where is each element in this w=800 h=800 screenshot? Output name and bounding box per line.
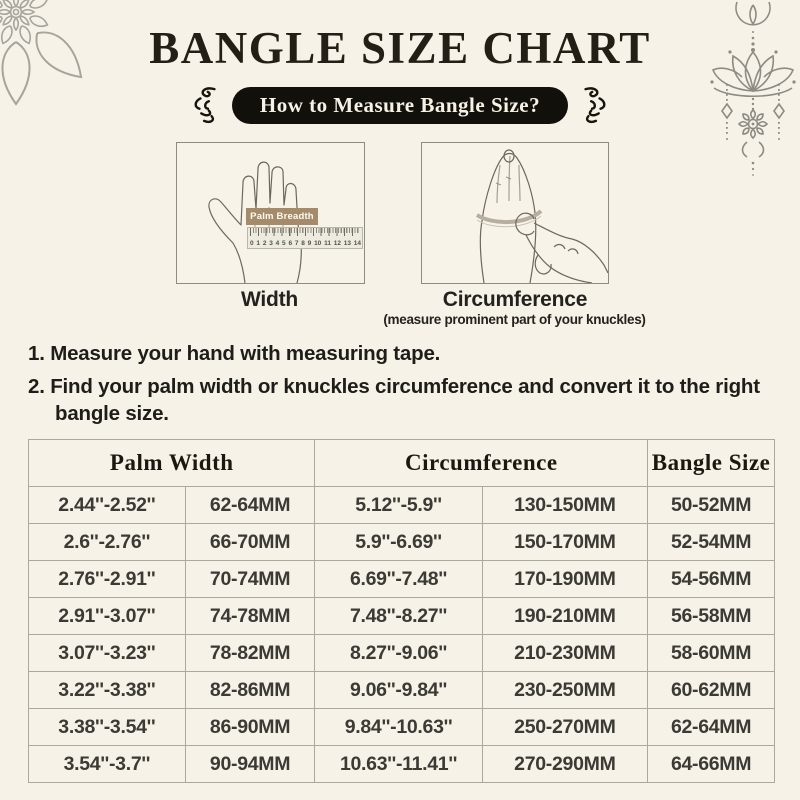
ruler-number: 1 bbox=[256, 240, 261, 247]
size-cell: 3.22''-3.38'' bbox=[29, 672, 186, 709]
table-row bbox=[29, 746, 775, 783]
size-cell: 7.48''-8.27'' bbox=[315, 598, 482, 635]
size-cell: 62-64MM bbox=[648, 709, 775, 746]
ruler-numbers bbox=[250, 240, 361, 247]
size-cell: 82-86MM bbox=[185, 672, 315, 709]
flourish-left-icon bbox=[192, 85, 220, 125]
size-cell: 54-56MM bbox=[648, 561, 775, 598]
ruler-number: 5 bbox=[282, 240, 286, 247]
page-title: BANGLE SIZE CHART bbox=[149, 23, 651, 73]
header-bangle-size: Bangle Size bbox=[648, 440, 775, 487]
bangle-size-table bbox=[28, 439, 775, 783]
width-caption: Width bbox=[240, 288, 299, 311]
size-cell: 74-78MM bbox=[185, 598, 315, 635]
size-cell: 2.91''-3.07'' bbox=[29, 598, 186, 635]
table-row bbox=[29, 598, 775, 635]
circumference-caption: Circumference bbox=[442, 288, 588, 311]
size-cell: 130-150MM bbox=[482, 487, 648, 524]
ruler-number: 10 bbox=[314, 240, 322, 247]
circumference-note: (measure prominent part of your knuckles) bbox=[383, 312, 646, 327]
circumference-illustration-box bbox=[421, 142, 609, 284]
ruler-number: 9 bbox=[307, 240, 312, 247]
size-cell: 2.44''-2.52'' bbox=[29, 487, 186, 524]
ruler-number: 11 bbox=[324, 240, 331, 247]
size-table-body bbox=[29, 487, 775, 783]
size-cell: 90-94MM bbox=[185, 746, 315, 783]
size-cell: 270-290MM bbox=[482, 746, 648, 783]
instruction-step-1: 1. Measure your hand with measuring tape. bbox=[28, 342, 441, 365]
size-cell: 2.6''-2.76'' bbox=[29, 524, 186, 561]
ruler-number: 7 bbox=[294, 240, 299, 247]
size-cell: 150-170MM bbox=[482, 524, 648, 561]
size-cell: 78-82MM bbox=[185, 635, 315, 672]
size-cell: 210-230MM bbox=[482, 635, 648, 672]
size-cell: 5.9''-6.69'' bbox=[315, 524, 482, 561]
ruler-number: 4 bbox=[275, 240, 280, 247]
size-cell: 3.54''-3.7'' bbox=[29, 746, 186, 783]
size-cell: 64-66MM bbox=[648, 746, 775, 783]
table-row bbox=[29, 672, 775, 709]
size-cell: 62-64MM bbox=[185, 487, 315, 524]
size-cell: 230-250MM bbox=[482, 672, 648, 709]
ruler-number: 8 bbox=[301, 240, 305, 247]
ruler-number: 0 bbox=[250, 240, 254, 247]
size-cell: 5.12''-5.9'' bbox=[315, 487, 482, 524]
banner-row bbox=[0, 85, 800, 125]
ruler bbox=[247, 227, 363, 249]
size-cell: 60-62MM bbox=[648, 672, 775, 709]
table-row bbox=[29, 524, 775, 561]
table-row bbox=[29, 487, 775, 524]
table-row bbox=[29, 635, 775, 672]
ruler-number: 6 bbox=[288, 240, 293, 247]
size-cell: 66-70MM bbox=[185, 524, 315, 561]
size-cell: 58-60MM bbox=[648, 635, 775, 672]
size-cell: 250-270MM bbox=[482, 709, 648, 746]
size-cell: 8.27''-9.06'' bbox=[315, 635, 482, 672]
size-cell: 2.76''-2.91'' bbox=[29, 561, 186, 598]
size-cell: 50-52MM bbox=[648, 487, 775, 524]
instruction-step-2: 2. Find your palm width or knuckles circumference and convert it to the right bangle size. bbox=[28, 374, 760, 426]
size-cell: 6.69''-7.48'' bbox=[315, 561, 482, 598]
palm-breadth-label: Palm Breadth bbox=[246, 208, 318, 225]
ruler-number: 3 bbox=[269, 240, 273, 247]
ruler-number: 14 bbox=[353, 240, 361, 247]
size-cell: 52-54MM bbox=[648, 524, 775, 561]
header-palm-width: Palm Width bbox=[29, 440, 315, 487]
instructions bbox=[28, 340, 770, 433]
ruler-major-ticks bbox=[250, 228, 360, 236]
hands-measuring-knuckles-illustration bbox=[422, 143, 608, 283]
table-row bbox=[29, 709, 775, 746]
size-cell: 170-190MM bbox=[482, 561, 648, 598]
size-cell: 70-74MM bbox=[185, 561, 315, 598]
how-to-measure-banner: How to Measure Bangle Size? bbox=[232, 87, 568, 124]
ruler-number: 12 bbox=[333, 240, 341, 247]
size-cell: 86-90MM bbox=[185, 709, 315, 746]
header-circumference: Circumference bbox=[315, 440, 648, 487]
flourish-right-icon bbox=[580, 85, 608, 125]
size-cell: 3.07''-3.23'' bbox=[29, 635, 186, 672]
size-cell: 3.38''-3.54'' bbox=[29, 709, 186, 746]
ruler-number: 2 bbox=[262, 240, 267, 247]
size-cell: 190-210MM bbox=[482, 598, 648, 635]
ruler-number: 13 bbox=[343, 240, 351, 247]
size-cell: 9.84''-10.63'' bbox=[315, 709, 482, 746]
size-cell: 9.06''-9.84'' bbox=[315, 672, 482, 709]
size-cell: 56-58MM bbox=[648, 598, 775, 635]
table-header-row bbox=[29, 440, 775, 487]
size-cell: 10.63''-11.41'' bbox=[315, 746, 482, 783]
table-row bbox=[29, 561, 775, 598]
